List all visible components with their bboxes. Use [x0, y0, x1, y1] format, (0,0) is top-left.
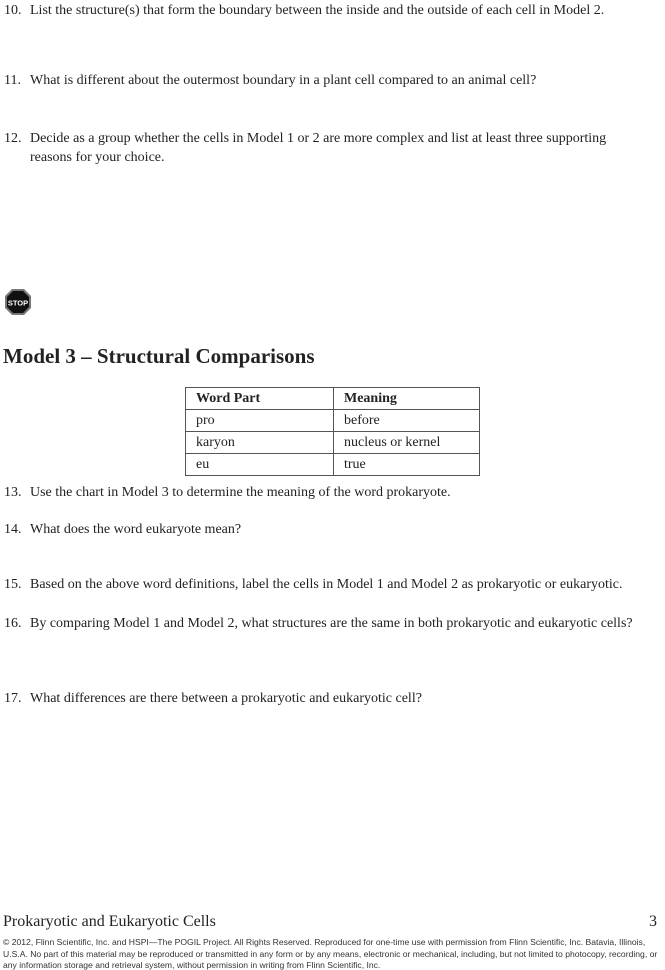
question-number: 17.: [4, 691, 22, 706]
question-text: What differences are there between a prokaryotic and eukaryotic cell?: [30, 691, 422, 706]
page-number: 3: [649, 913, 657, 930]
question-14: [4, 520, 644, 539]
word-part-cell: pro: [186, 410, 334, 432]
question-text: Use the chart in Model 3 to determine the meaning of the word prokaryote.: [30, 485, 451, 500]
meaning-cell: before: [334, 410, 480, 432]
table-row: [186, 454, 480, 476]
table-row: [186, 410, 480, 432]
question-17: [4, 689, 644, 708]
question-16: [4, 614, 644, 633]
question-number: 16.: [4, 616, 22, 631]
question-number: 13.: [4, 485, 22, 500]
word-part-table: [185, 387, 480, 476]
word-part-cell: eu: [186, 454, 334, 476]
question-text: Based on the above word definitions, label the cells in Model 1 and Model 2 as prokaryotic or eukaryotic.: [30, 577, 623, 592]
svg-text:STOP: STOP: [7, 298, 29, 308]
question-text: Decide as a group whether the cells in Model 1 or 2 are more complex and list at least three supporting reasons for your choice.: [30, 131, 607, 165]
word-part-cell: karyon: [186, 432, 334, 454]
question-text: What is different about the outermost boundary in a plant cell compared to an animal cell?: [30, 73, 537, 88]
question-number: 12.: [4, 131, 22, 146]
question-12: [4, 129, 644, 167]
table-header-row: [186, 388, 480, 410]
header-word-part: Word Part: [186, 388, 334, 410]
question-10: [4, 1, 644, 20]
question-13: [4, 483, 644, 502]
question-text: List the structure(s) that form the boundary between the inside and the outside of each cell in Model 2.: [30, 3, 605, 18]
question-number: 15.: [4, 577, 22, 592]
copyright-notice: © 2012, Flinn Scientific, Inc. and HSPI—The POGIL Project. All Rights Reserved. Reproduced for one-time use with permission from Flinn Scientific, Inc. Batavia, Illinois, U.S.A. No part of this material may be reproduced or transmitted in any form or by any means, electronic or mechanical, including, but not limited to photocopy, recording, or any information storage and retrieval system, without permission in writing from Flinn Scientific, Inc.: [3, 937, 658, 970]
footer-title: Prokaryotic and Eukaryotic Cells: [3, 913, 216, 930]
model-heading: Model 3 – Structural Comparisons: [3, 344, 315, 368]
question-text: What does the word eukaryote mean?: [30, 522, 242, 537]
stop-sign-icon: [4, 288, 32, 316]
question-number: 11.: [4, 73, 21, 88]
question-11: [4, 71, 644, 90]
table-row: [186, 432, 480, 454]
question-text: By comparing Model 1 and Model 2, what structures are the same in both prokaryotic and eukaryotic cells?: [30, 616, 633, 631]
question-number: 10.: [4, 3, 22, 18]
meaning-cell: nucleus or kernel: [334, 432, 480, 454]
header-meaning: Meaning: [334, 388, 480, 410]
question-number: 14.: [4, 522, 22, 537]
question-15: [4, 575, 644, 594]
meaning-cell: true: [334, 454, 480, 476]
